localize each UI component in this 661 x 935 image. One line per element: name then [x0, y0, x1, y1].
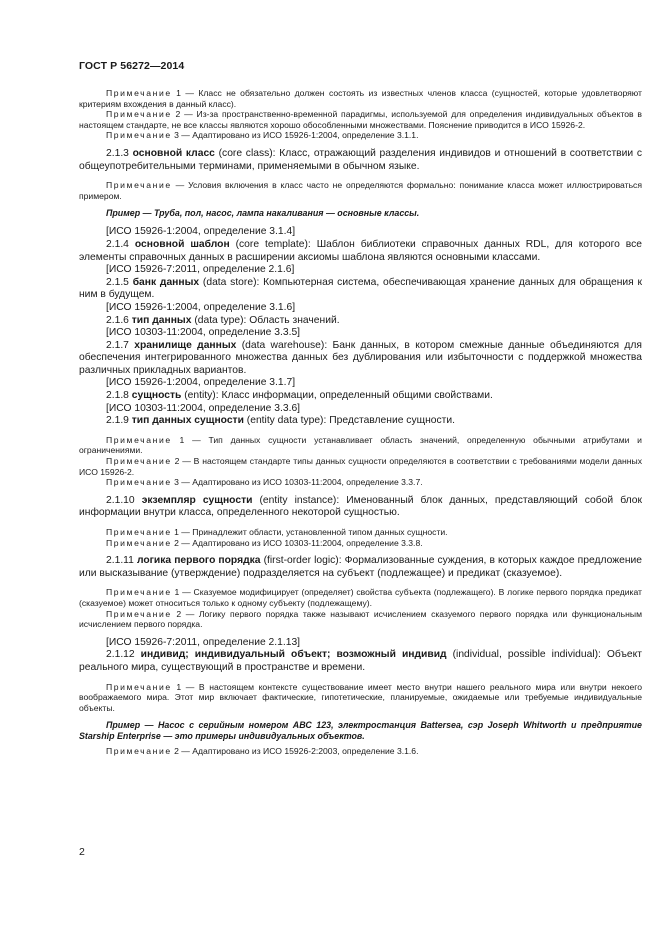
term-name: сущность [131, 390, 182, 402]
term-2-1-9: 2.1.9 тип данных сущности (entity data type): Представление сущности. [106, 415, 455, 427]
note-1: Примечание 1 — Класс не обязательно должен состоять из известных членов класса (сущностей, которые удовлетворяют критериям вхождения в данный класс). [79, 88, 642, 109]
note-label: Примечание [106, 537, 172, 548]
term-2-1-11: 2.1.11 логика первого порядка (first-order logic): Формализованные суждения, в которых каждое предложение или высказывание (утверждение) подразделяется на субъект (подлежащее) и предикат (сказуемое). [79, 555, 642, 579]
note-label: Примечание [106, 180, 172, 191]
note-label: Примечание [106, 587, 172, 598]
note-2: Примечание 2 — Из-за пространственно-временной парадигмы, используемой для определения индивидуальных объектов в настоящем стандарте, не все классы являются хорошо обособленными множествами. Пояснение приводится в ИСО 15926-2. [79, 109, 642, 130]
example-1: Пример — Труба, пол, насос, лампа накаливания — основные классы. [106, 208, 420, 219]
term-2-1-3: 2.1.3 основной класс (core class): Класс, отражающий разделения индивидов и отношений в соответствии с общеупотребительными терминами, применяемыми в обычном языке. [79, 147, 643, 172]
term-name: хранилище данных [134, 339, 237, 351]
term-name: экземпляр сущности [141, 494, 253, 506]
term-name: тип данных сущности [131, 415, 244, 427]
note-13: Примечание 2 — Адаптировано из ИСО 15926-2:2003, определение 3.1.6. [106, 746, 419, 757]
note-10: Примечание 1 — Сказуемое модифицирует (определяет) свойства субъекта (подлежащего). В логике первого порядка предикат (сказуемое) может относиться только к одному субъекту (подлежащему). [79, 587, 642, 608]
example-2: Пример — Насос с серийным номером АВС 123, электростанция Battersea, сэр Joseph Whitworth и предприятие Starship Enterprise — это примеры индивидуальных объектов. [79, 720, 642, 742]
term-name: основной класс [132, 147, 215, 159]
reference-5: [ИСО 15926-1:2004, определение 3.1.7] [106, 377, 296, 389]
document-body [79, 88, 642, 757]
term-2-1-7: 2.1.7 хранилище данных (data warehouse): Банк данных, в котором смежные данные объединяются для обеспечения интегрированного множества данных без дублирования или избыточности с поддержкой множества различных прикладных вариантов. [79, 339, 642, 376]
term-name: основной шаблон [134, 238, 230, 250]
note-9: Примечание 2 — Адаптировано из ИСО 10303-11:2004, определение 3.3.8. [106, 537, 423, 548]
page-number: 2 [79, 846, 85, 858]
note-label: Примечание [106, 109, 172, 120]
term-2-1-10: 2.1.10 экземпляр сущности (entity instance): Именованный блок данных, представляющий собой блок информации внутри класса, определенного некоторой сущностью. [79, 494, 642, 519]
note-label: Примечание [106, 477, 172, 488]
note-label: Примечание [106, 456, 172, 467]
term-name: индивид; индивидуальный объект; возможный индивид [140, 649, 447, 661]
note-label: Примечание [106, 746, 172, 757]
note-3: Примечание 3 — Адаптировано из ИСО 15926-1:2004, определение 3.1.1. [106, 130, 419, 141]
term-2-1-4: 2.1.4 основной шаблон (core template): Шаблон библиотеки справочных данных RDL, для которого все элементы справочных данных в расширении аксиомы шаблона являются основными классами. [79, 238, 643, 263]
note-label: Примечание [106, 681, 172, 692]
note-label: Примечание [106, 527, 172, 537]
reference-2: [ИСО 15926-7:2011, определение 2.1.6] [106, 264, 295, 276]
term-2-1-12: 2.1.12 индивид; индивидуальный объект; возможный индивид (individual, possible individual): Объект реального мира, существующий в пространстве и времени. [79, 649, 642, 673]
reference-4: [ИСО 10303-11:2004, определение 3.3.5] [106, 327, 301, 339]
note-label: Примечание [106, 88, 172, 98]
term-name: логика первого порядка [136, 555, 261, 567]
note-8: Примечание 1 — Принадлежит области, установленной типом данных сущности. [106, 527, 448, 537]
term-name: банк данных [132, 276, 200, 288]
note-label: Примечание [106, 608, 172, 619]
note-5: Примечание 1 — Тип данных сущности устанавливает область значений, определенную обычными атрибутами и ограничениями. [79, 434, 642, 456]
note-4: Примечание — Условия включения в класс часто не определяются формально: понимание класса может иллюстрироваться примером. [79, 180, 642, 201]
term-2-1-6: 2.1.6 тип данных (data type): Область значений. [106, 314, 340, 326]
note-7: Примечание 3 — Адаптировано из ИСО 10303-11:2004, определение 3.3.7. [106, 477, 423, 488]
note-6: Примечание 2 — В настоящем стандарте типы данных сущности определяются в соответствии с требованиями модели данных ИСО 15926-2. [79, 456, 642, 477]
term-2-1-5: 2.1.5 банк данных (data store): Компьютерная система, обеспечивающая хранение данных для обращения к ним в будущем. [79, 276, 643, 301]
document-header: ГОСТ Р 56272—2014 [79, 60, 185, 72]
reference-3: [ИСО 15926-1:2004, определение 3.1.6] [106, 301, 296, 313]
note-label: Примечание [106, 130, 172, 141]
note-11: Примечание 2 — Логику первого порядка также называют исчислением сказуемого первого порядка или функциональным исчислением первого порядка. [79, 608, 642, 630]
term-2-1-8: 2.1.8 сущность (entity): Класс информации, определенный общими свойствами. [106, 390, 493, 402]
reference-1: [ИСО 15926-1:2004, определение 3.1.4] [106, 226, 296, 238]
note-label: Примечание [106, 434, 172, 445]
reference-6: [ИСО 10303-11:2004, определение 3.3.6] [106, 402, 301, 414]
term-name: тип данных [131, 314, 192, 326]
note-12: Примечание 1 — В настоящем контексте существование имеет место внутри нашего реального мира или внутри некоего воображаемого мира. Этот мир включает фактические, гипотетические, планируемые, ожидаемые или требуемые индивидуальные объекты. [79, 681, 642, 713]
reference-7: [ИСО 15926-7:2011, определение 2.1.13] [106, 636, 301, 648]
